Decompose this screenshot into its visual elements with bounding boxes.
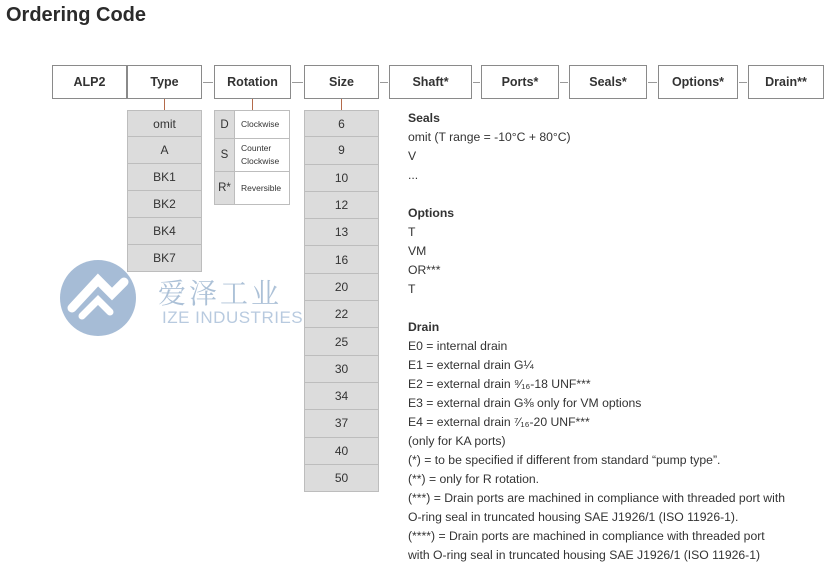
options-line: VM: [408, 244, 427, 258]
type-option: BK1: [127, 164, 202, 191]
options-line: T: [408, 225, 416, 239]
size-option: 13: [304, 219, 379, 246]
code-box-drain: Drain**: [748, 65, 824, 99]
page-title: Ordering Code: [6, 4, 147, 26]
notes-section: [408, 109, 828, 565]
footnote: (***) = Drain ports are machined in compliance with threaded port with: [408, 491, 785, 505]
separator-dash: [739, 82, 747, 83]
connector-line: [252, 99, 253, 110]
drain-line: (only for KA ports): [408, 434, 506, 448]
size-option: 34: [304, 383, 379, 410]
connector-line: [341, 99, 342, 110]
size-option: 10: [304, 165, 379, 192]
code-box-size: Size: [304, 65, 379, 99]
rotation-code: S: [215, 139, 235, 171]
connector-line: [164, 99, 165, 110]
size-option: 9: [304, 137, 379, 164]
size-option: 50: [304, 465, 379, 492]
rotation-row: [215, 138, 289, 171]
options-line: T: [408, 282, 416, 296]
watermark-cn-text: 爱泽工业: [158, 277, 283, 310]
type-option: omit: [127, 110, 202, 137]
separator-dash: [560, 82, 568, 83]
separator-dash: [473, 82, 480, 83]
rotation-row: [215, 171, 289, 204]
code-box-seals: Seals*: [569, 65, 647, 99]
separator-dash: [203, 82, 213, 83]
watermark-en-text: IZE INDUSTRIES: [162, 308, 304, 327]
size-option: 40: [304, 438, 379, 465]
rotation-code: R*: [215, 172, 235, 204]
rotation-options-table: [214, 110, 290, 205]
drain-line: E2 = external drain ⁹⁄₁₆-18 UNF***: [408, 377, 591, 391]
footnote: (****) = Drain ports are machined in compliance with threaded port: [408, 529, 765, 543]
footnote: O-ring seal in truncated housing SAE J1926/1 (ISO 11926-1).: [408, 510, 739, 524]
drain-line: E3 = external drain G⅜ only for VM options: [408, 396, 642, 410]
drain-line: E0 = internal drain: [408, 339, 508, 353]
drain-heading: Drain: [408, 320, 440, 334]
rotation-desc: Reversible: [235, 172, 289, 204]
type-option: BK4: [127, 218, 202, 245]
separator-dash: [380, 82, 388, 83]
size-option: 20: [304, 274, 379, 301]
seals-heading: Seals: [408, 111, 440, 125]
size-option: 6: [304, 110, 379, 137]
code-box-type: Type: [127, 65, 202, 99]
size-option: 25: [304, 328, 379, 355]
separator-dash: [648, 82, 657, 83]
seals-line: ...: [408, 168, 419, 182]
type-option: BK7: [127, 245, 202, 272]
separator-dash: [292, 82, 303, 83]
footnote: with O-ring seal in truncated housing SAE J1926/1 (ISO 11926-1): [408, 548, 761, 562]
code-box-rotation: Rotation: [214, 65, 291, 99]
code-box-ports: Ports*: [481, 65, 559, 99]
rotation-row: [215, 111, 289, 138]
size-option: 37: [304, 410, 379, 437]
type-option: BK2: [127, 191, 202, 218]
size-options-list: [304, 110, 379, 492]
rotation-code: D: [215, 111, 235, 138]
footnote: (*) = to be specified if different from standard “pump type”.: [408, 453, 721, 467]
type-options-list: [127, 110, 202, 272]
code-box-alp2: ALP2: [52, 65, 127, 99]
rotation-desc: Counter Clockwise: [235, 139, 289, 171]
options-line: OR***: [408, 263, 441, 277]
rotation-desc: Clockwise: [235, 111, 289, 138]
type-option: A: [127, 137, 202, 164]
size-option: 22: [304, 301, 379, 328]
drain-line: E4 = external drain ⁷⁄₁₆-20 UNF***: [408, 415, 590, 429]
code-box-shaft: Shaft*: [389, 65, 472, 99]
code-box-options: Options*: [658, 65, 738, 99]
seals-line: omit (T range = -10°C + 80°C): [408, 130, 571, 144]
drain-line: E1 = external drain G¼: [408, 358, 534, 372]
size-option: 12: [304, 192, 379, 219]
size-option: 16: [304, 246, 379, 273]
options-heading: Options: [408, 206, 455, 220]
seals-line: V: [408, 149, 417, 163]
footnote: (**) = only for R rotation.: [408, 472, 540, 486]
size-option: 30: [304, 356, 379, 383]
